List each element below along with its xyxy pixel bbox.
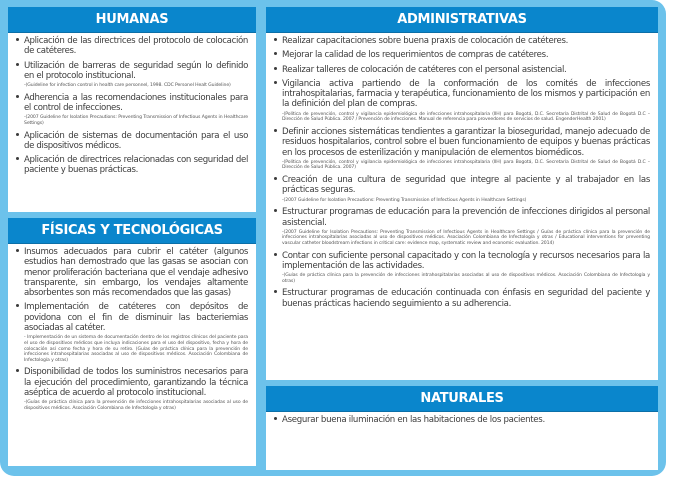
- naturales-list: [274, 415, 650, 425]
- section-naturales: [266, 386, 658, 470]
- bullet-icon: [16, 369, 19, 372]
- fisicas-list: [16, 247, 248, 411]
- bullet-icon: [16, 304, 19, 307]
- item-text: Aplicación de sistemas de documentación para el uso de dispositivos médicos.: [24, 130, 248, 151]
- section-humanas: [8, 7, 256, 212]
- list-item: [274, 288, 650, 309]
- list-item: [274, 65, 650, 75]
- list-item: [16, 36, 248, 57]
- item-text: Contar con suficiente personal capacitado y con la tecnología y recursos necesarios para la implementación de las actividades.: [282, 250, 650, 271]
- list-item: [16, 367, 248, 411]
- section-header-fisicas: FÍSICAS Y TECNOLÓGICAS: [8, 218, 256, 244]
- bullet-icon: [16, 133, 19, 136]
- list-item: [274, 50, 650, 60]
- item-text: Disponibilidad de todos los suministros necesarios para la ejecución del procedimiento, garantizando la técnica aséptica de acuerdo al protocolo institucional.: [24, 367, 248, 398]
- bullet-icon: [274, 177, 277, 180]
- bullet-icon: [274, 290, 277, 293]
- item-text: Realizar talleres de colocación de catéteres con el personal asistencial.: [282, 64, 567, 75]
- section-fisicas-tecnologicas: [8, 218, 256, 466]
- item-text: Implementación de catéteres con depósitos de povidona con el fin de disminuir las bacteriemias asociadas al catéter.: [24, 302, 248, 334]
- item-reference: -(Guideline for infection control in health care personnel, 1998. CDC Personel Healt Guideline): [24, 83, 231, 89]
- left-column: [8, 7, 256, 466]
- item-text: Mejorar la calidad de los requerimientos de compras de catéteres.: [282, 50, 549, 61]
- item-reference: -(2007 Guideline for Isolation Precautions: Preventing Transmission of Infectious Agents in Healthcare Settings): [282, 197, 527, 203]
- list-item: [274, 175, 650, 203]
- list-item: [16, 93, 248, 127]
- item-text: Adherencia a las recomendaciones institucionales para el control de infecciones.: [24, 92, 248, 114]
- item-text: Utilización de barreras de seguridad según lo definido en el protocolo institucional.: [24, 60, 248, 81]
- item-text: Estructurar programas de educación continuada con énfasis en seguridad del paciente y buenas prácticas haciendo seguimiento a su adherencia.: [282, 288, 650, 309]
- bullet-icon: [274, 67, 277, 70]
- bullet-icon: [274, 38, 277, 41]
- item-text: Insumos adecuados para cubrir el catéter (algunos estudios han demostrado que las gasas se asocian con menor proliferación bacteriana que el vendaje adhesivo transparente, sin embargo, los vendajes altamente absorbentes son más recomendados que las gasas): [24, 247, 248, 299]
- list-item: [274, 79, 650, 123]
- bullet-icon: [274, 209, 277, 212]
- list-item: [16, 131, 248, 152]
- list-item: [274, 36, 650, 46]
- humanas-list: [16, 36, 248, 176]
- list-item: [274, 251, 650, 285]
- item-reference: -(2007 Guideline for Isolation Precautions: Preventing Transmission of Infectious Agents in Healthcare Settings): [24, 115, 248, 126]
- section-header-naturales: NATURALES: [266, 386, 658, 412]
- bullet-icon: [16, 38, 19, 41]
- bullet-icon: [274, 52, 277, 55]
- item-text: Aplicación de las directrices del protocolo de colocación de catéteres.: [24, 36, 248, 57]
- item-reference: -(Guías de práctica clínica para la prevención de infecciones intrahospitalarias asociadas al uso de dispositivos médicos. Asociación Colombiana de Infectología y otras): [24, 400, 248, 411]
- administrativas-list: [274, 36, 650, 309]
- bullet-icon: [274, 253, 277, 256]
- bullet-icon: [16, 249, 19, 252]
- item-text: Estructurar programas de educación para la prevención de infecciones dirigidos al personal asistencial.: [282, 207, 650, 228]
- item-text: Aplicación de directrices relacionadas con seguridad del paciente y buenas prácticas.: [24, 155, 248, 176]
- item-text: Creación de una cultura de seguridad que integre al paciente y al trabajador en las prácticas seguras.: [282, 175, 650, 196]
- section-header-humanas: HUMANAS: [8, 7, 256, 33]
- item-text: Vigilancia activa partiendo de la conformación de los comités de infecciones intrahospitalarias, farmacia y terapéutica, funcionamiento de los mismos y participación en la definición del plan de compras.: [282, 78, 650, 110]
- item-text: Definir acciones sistemáticas tendientes a garantizar la bioseguridad, manejo adecuado de residuos hospitalarios, control sobre el buen funcionamiento de equipos y buenas prácticas en los procesos de esterilización y manipulación de elementos biomédicos.: [282, 126, 650, 158]
- right-column: [266, 7, 658, 470]
- bullet-icon: [16, 157, 19, 160]
- list-item: [274, 415, 650, 425]
- bullet-icon: [274, 417, 277, 420]
- bullet-icon: [274, 129, 277, 132]
- section-administrativas: [266, 7, 658, 380]
- list-item: [274, 207, 650, 246]
- bullet-icon: [274, 81, 277, 84]
- list-item: [16, 247, 248, 298]
- item-reference: -(Política de prevención, control y vigilancia epidemiológica de infecciones intrahospitalaria (IIH) para Bogotá, D.C. Secretaría Distrital de Salud de Bogotá D.C – Dirección de Salud Pública. 2007): [282, 159, 650, 171]
- item-text: Asegurar buena iluminación en las habitaciones de los pacientes.: [282, 415, 545, 425]
- item-reference: -(2007 Guideline for Isolation Precautions: Preventing Transmission of Infectious Agents in Healthcare Settings / Guías de práctica clínica para la prevención de infecciones intrahospitalarias asociadas al uso de dispositivos médicos. Asociación Colombiana de Infectología y otras / Educational interventions for preventing vascular catheter bloodstream infections in critical care: evidence map, systematic review and economic evaluation. 2014): [282, 229, 650, 247]
- list-item: [16, 302, 248, 363]
- list-item: [16, 61, 248, 89]
- item-reference: - Implementación de un sistema de documentación dentro de los registros clínicos del paciente para el uso de dispositivos médicos que incluya indicaciones para el uso del dispositivo, fecha y hora de colocación así como fecha y hora de su retiro. (Guías de práctica clínica para la prevención de infecciones intrahospitalarias asociadas al uso de dispositivos médicos. Asociación Colombiana de Infectología y otras): [24, 335, 248, 363]
- item-reference: -(Política de prevención, control y vigilancia epidemiológica de infecciones intrahospitalaria (IIH) para Bogotá, D.C. Secretaría Distrital de Salud de Bogotá D.C – Dirección de Salud Pública. 2007 / Prevención de infecciones. Manual de referencia para proveedores de servicios de salud. EngenderHealth 2001): [282, 111, 650, 123]
- item-text: Realizar capacitaciones sobre buena praxis de colocación de catéteres.: [282, 36, 569, 46]
- list-item: [16, 155, 248, 176]
- bullet-icon: [16, 63, 19, 66]
- item-reference: -(Guías de práctica clínica para la prevención de infecciones intrahospitalarias asociadas al uso de dispositivos médicos. Asociación Colombiana de Infectología y otras): [282, 273, 650, 284]
- section-header-administrativas: ADMINISTRATIVAS: [266, 7, 658, 33]
- bullet-icon: [16, 95, 19, 98]
- list-item: [274, 127, 650, 171]
